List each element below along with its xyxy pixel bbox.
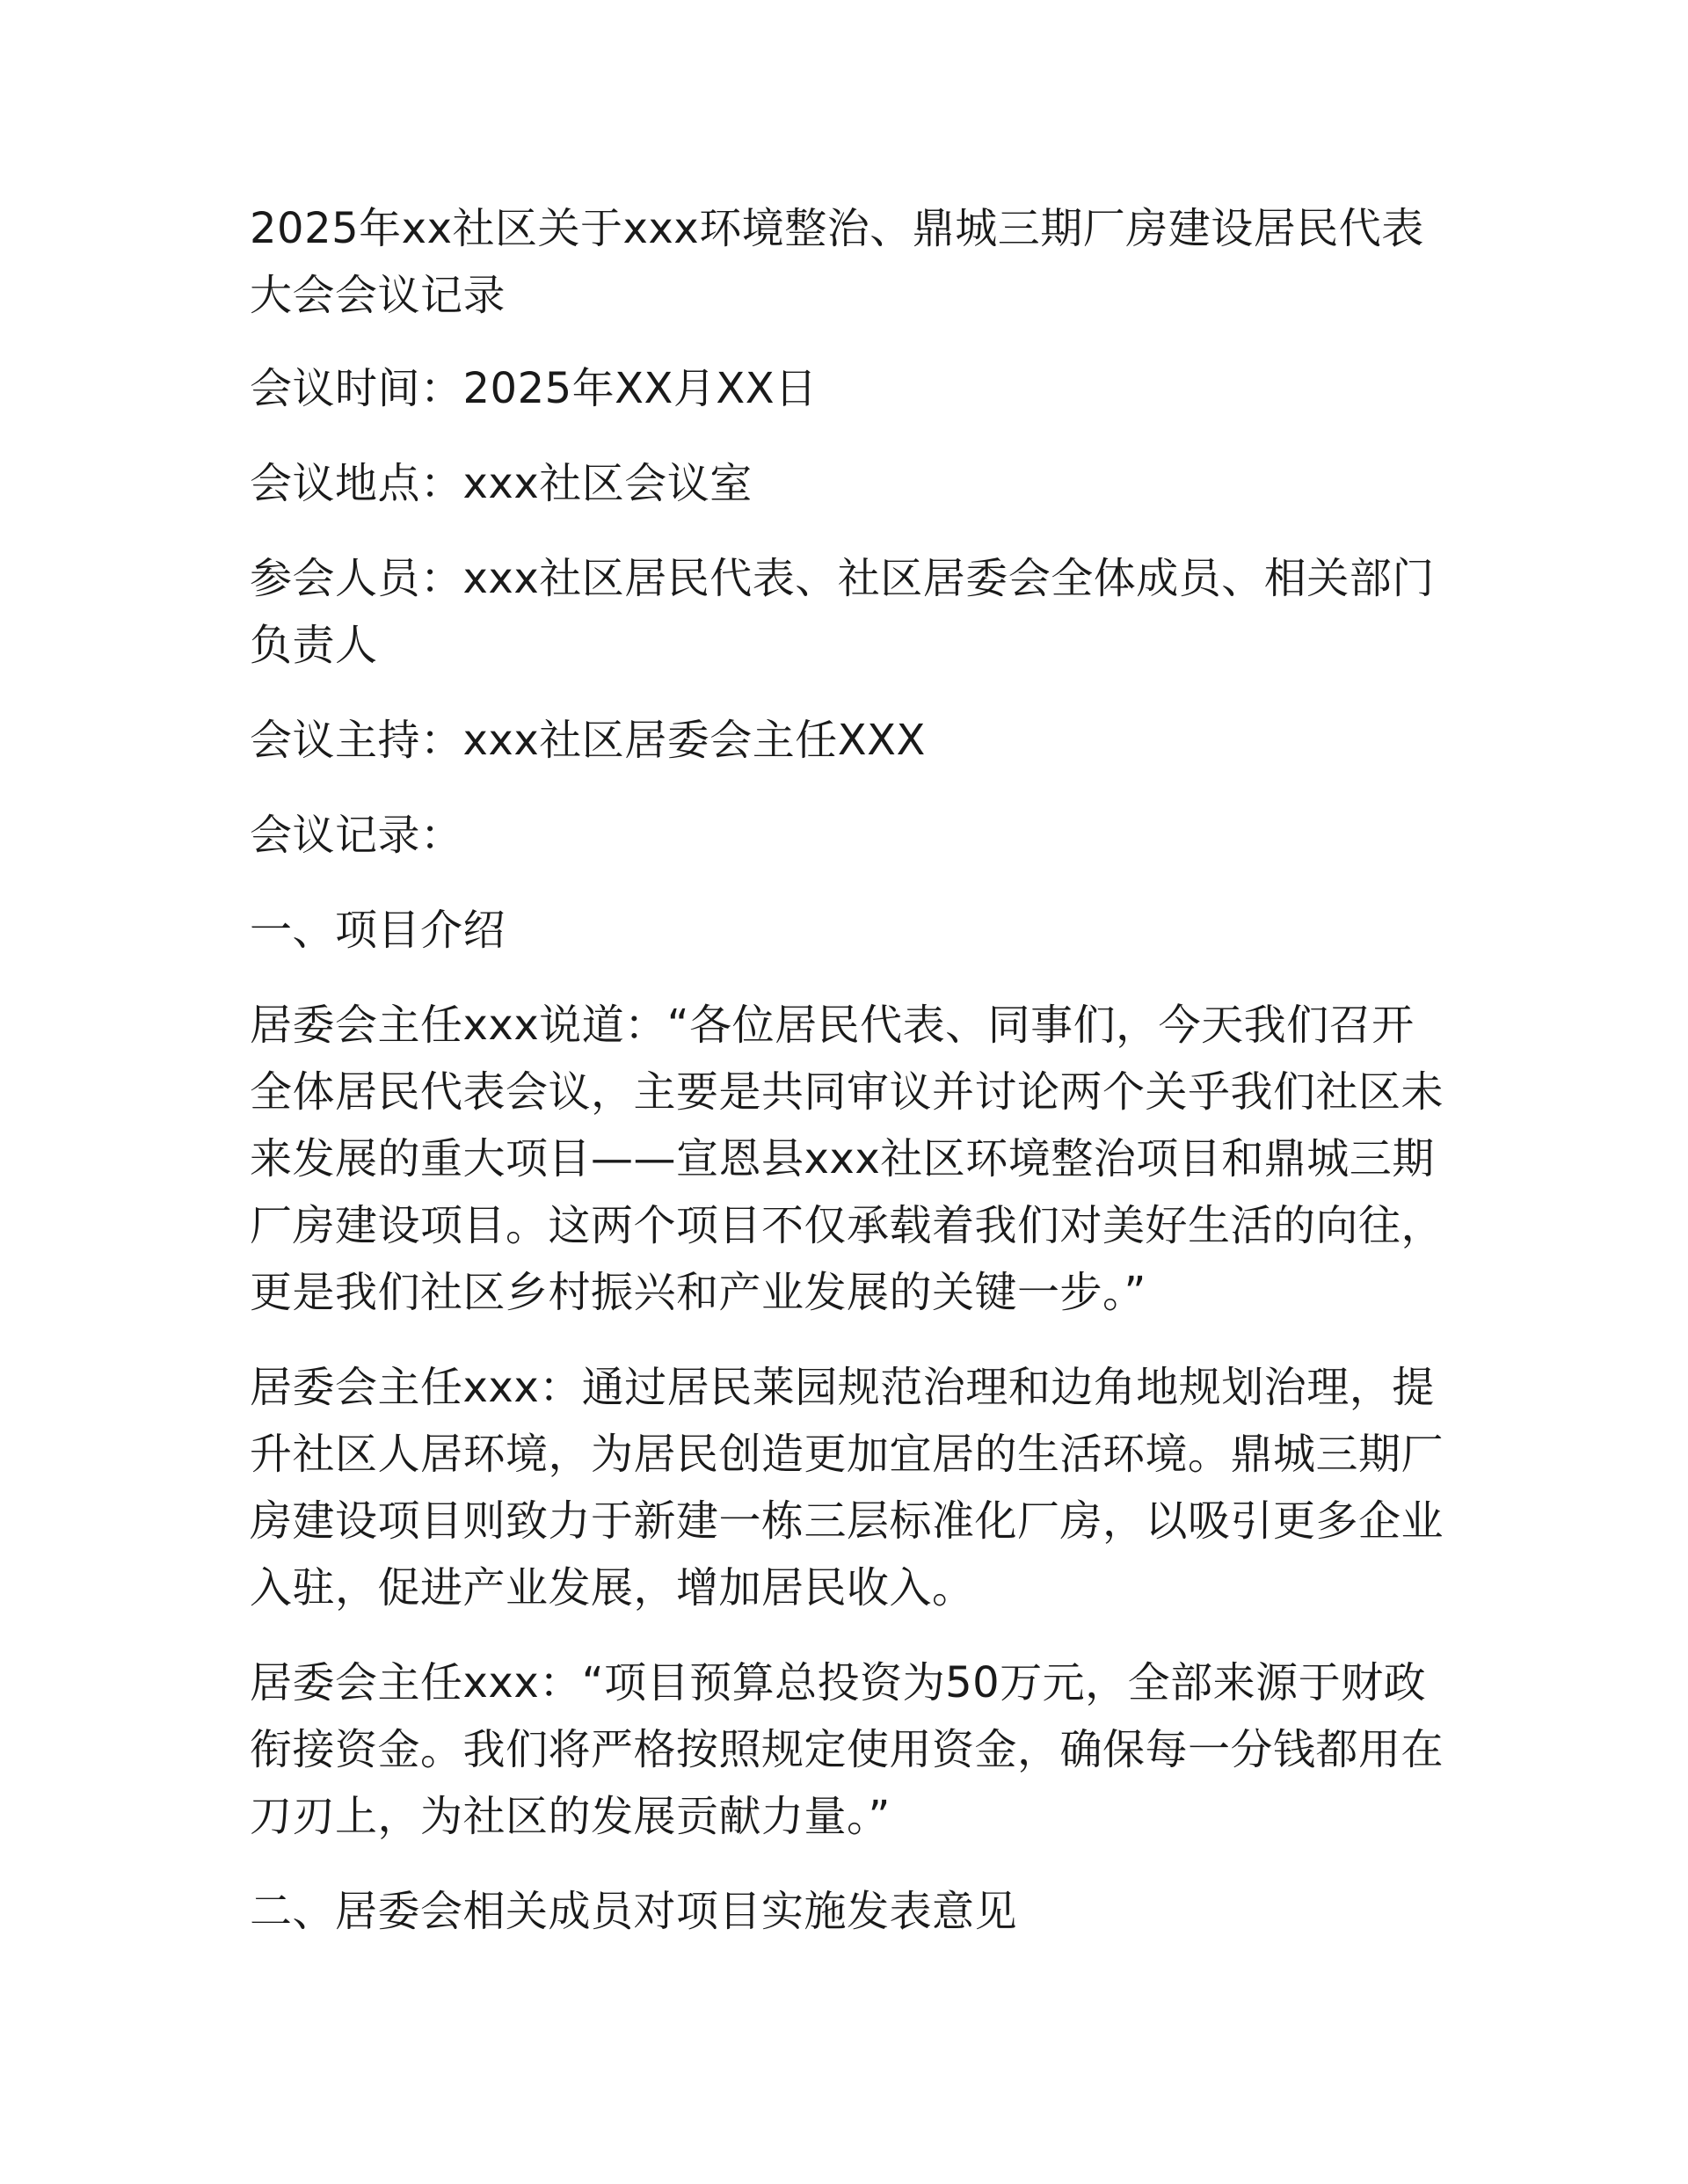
document-page — [250, 195, 1445, 1973]
section-heading-project-intro: 一、项目介绍 — [250, 906, 506, 955]
paragraph-opening-speech: 居委会主任xxx说道：“各位居民代表、同事们，今天我们召开全体居民代表会议，主要是共同审议并讨论两个关乎我们社区未来发展的重大项目——宣恩县xxx社区环境整治项目和鼎城三期厂房建设项目。这两个项目不仅承载着我们对美好生活的向往，更是我们社区乡村振兴和产业发展的关键一步。” — [250, 1001, 1444, 1317]
meeting-host: 会议主持：xxx社区居委会主任XXX — [250, 716, 926, 765]
meeting-time: 会议时间：2025年XX月XX日 — [250, 364, 818, 413]
section-heading-member-opinions: 二、居委会相关成员对项目实施发表意见 — [250, 1887, 1018, 1936]
paragraph-project-goals: 居委会主任xxx：通过居民莱园规范治理和边角地规划治理，提升社区人居环境，为居民创造更加宜居的生活环境。鼎城三期厂房建设项目则致力于新建一栋三层标准化厂房，以吸引更多企业入驻，促进产业发展，增加居民收入。 — [250, 1363, 1444, 1613]
meeting-place: 会议地点：xxx社区会议室 — [250, 459, 753, 508]
meeting-attendees: 参会人员：xxx社区居民代表、社区居委会全体成员、相关部门负责人 — [250, 554, 1435, 670]
paragraph-budget: 居委会主任xxx：“项目预算总投资为50万元，全部来源于财政衔接资金。我们将严格按照规定使用资金，确保每一分钱都用在刀刃上，为社区的发展贡献力量。” — [250, 1658, 1444, 1841]
document-title: 2025年xx社区关于xxx环境整治、鼎城三期厂房建设居民代表大会会议记录 — [250, 204, 1424, 320]
records-label: 会议记录： — [250, 811, 463, 860]
